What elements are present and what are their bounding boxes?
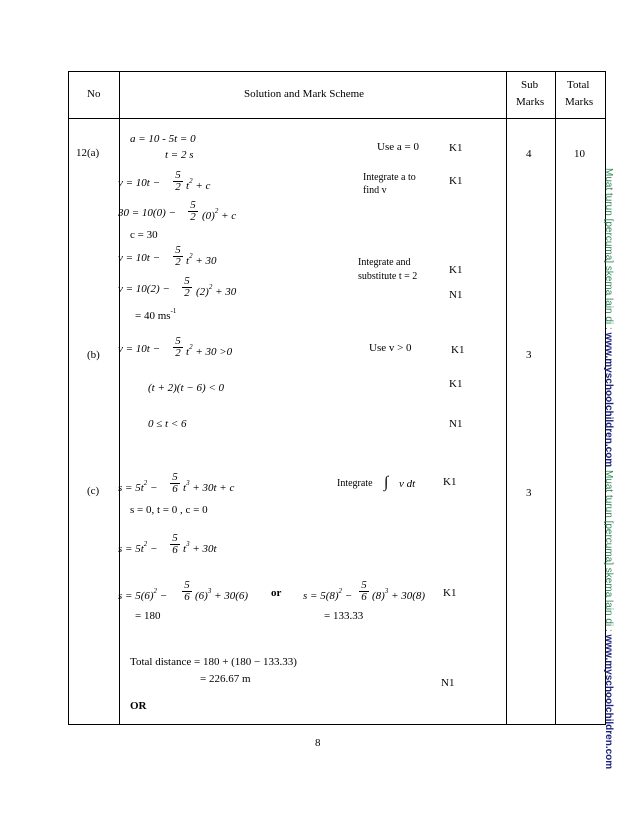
line-s13333: = 133.33 xyxy=(324,610,364,622)
v40-value: = 40 ms xyxy=(135,310,171,322)
header-total-marks-2: Marks xyxy=(565,96,594,108)
question-label-b: (b) xyxy=(87,349,100,361)
table-col-divider-2 xyxy=(506,71,507,725)
question-label-c: (c) xyxy=(87,485,100,497)
mark-b-3: N1 xyxy=(449,418,463,430)
word-or: or xyxy=(271,587,282,599)
line-c-init: s = 0, t = 0 , c = 0 xyxy=(130,504,208,516)
mark-a-3: K1 xyxy=(449,264,463,276)
line-v40 xyxy=(135,307,176,322)
note-use-a0: Use a = 0 xyxy=(377,141,419,153)
mark-c-2: K1 xyxy=(443,587,457,599)
page-number: 8 xyxy=(315,737,321,749)
table-col-divider-1 xyxy=(119,71,120,725)
note-use-v0: Use v > 0 xyxy=(369,342,412,354)
question-label-a: 12(a) xyxy=(76,147,100,159)
mark-b-2: K1 xyxy=(449,378,463,390)
header-sub-marks-2: Marks xyxy=(516,96,545,108)
line-b-range: 0 ≤ t < 6 xyxy=(148,418,187,430)
mark-b-1: K1 xyxy=(451,344,465,356)
note-integrate-vdt: Integrate xyxy=(337,478,373,489)
mark-c-1: K1 xyxy=(443,476,457,488)
header-total-marks-1: Total xyxy=(567,79,590,91)
header-solution: Solution and Mark Scheme xyxy=(244,88,365,100)
mark-c-3: N1 xyxy=(441,677,455,689)
note-vdt: v dt xyxy=(399,478,416,490)
line-or-final: OR xyxy=(130,700,147,712)
total-marks: 10 xyxy=(574,148,585,160)
line-total-distance-2: = 226.67 m xyxy=(200,673,251,685)
sub-marks-c: 3 xyxy=(526,487,532,499)
v40-exp: -1 xyxy=(170,307,177,315)
table-col-divider-3 xyxy=(555,71,556,725)
note-integrate-find-2: find v xyxy=(363,185,387,194)
line-s180: = 180 xyxy=(135,610,161,622)
table-border-left xyxy=(68,71,69,725)
sub-marks-a: 4 xyxy=(526,148,532,160)
sidebar-link-1[interactable]: www.myschoolchildren.com xyxy=(603,332,614,468)
table-border-header-bottom xyxy=(68,118,606,119)
mark-a-2: K1 xyxy=(449,175,463,187)
note-integrate-sub-2: substitute t = 2 xyxy=(358,271,418,282)
header-sub-marks-1: Sub xyxy=(521,79,539,91)
integral-sign-icon: ∫ xyxy=(384,474,389,491)
line-total-distance: Total distance = 180 + (180 − 133.33) xyxy=(130,656,297,668)
note-integrate-sub-1: Integrate and xyxy=(358,257,411,268)
table-border-bottom xyxy=(68,724,606,725)
line-a1: a = 10 - 5t = 0 xyxy=(130,133,196,145)
line-a2: t = 2 s xyxy=(165,149,194,161)
sub-marks-b: 3 xyxy=(526,349,532,361)
sidebar-text-2: Muat turun [percuma] skema lain di : xyxy=(603,467,614,635)
line-b-ineq: (t + 2)(t − 6) < 0 xyxy=(148,382,225,394)
line-c30: c = 30 xyxy=(130,229,158,241)
sidebar-text-1: Muat turun [percuma] skema lain di : xyxy=(603,168,614,333)
mark-a-1: K1 xyxy=(449,142,463,154)
sidebar-link-2[interactable]: www.myschoolchildren.com xyxy=(603,634,614,770)
note-integrate-find-1: Integrate a to xyxy=(363,172,416,183)
table-border-top xyxy=(68,71,606,72)
header-no: No xyxy=(87,88,101,100)
mark-a-4: N1 xyxy=(449,289,463,301)
sidebar-watermark xyxy=(598,168,618,770)
